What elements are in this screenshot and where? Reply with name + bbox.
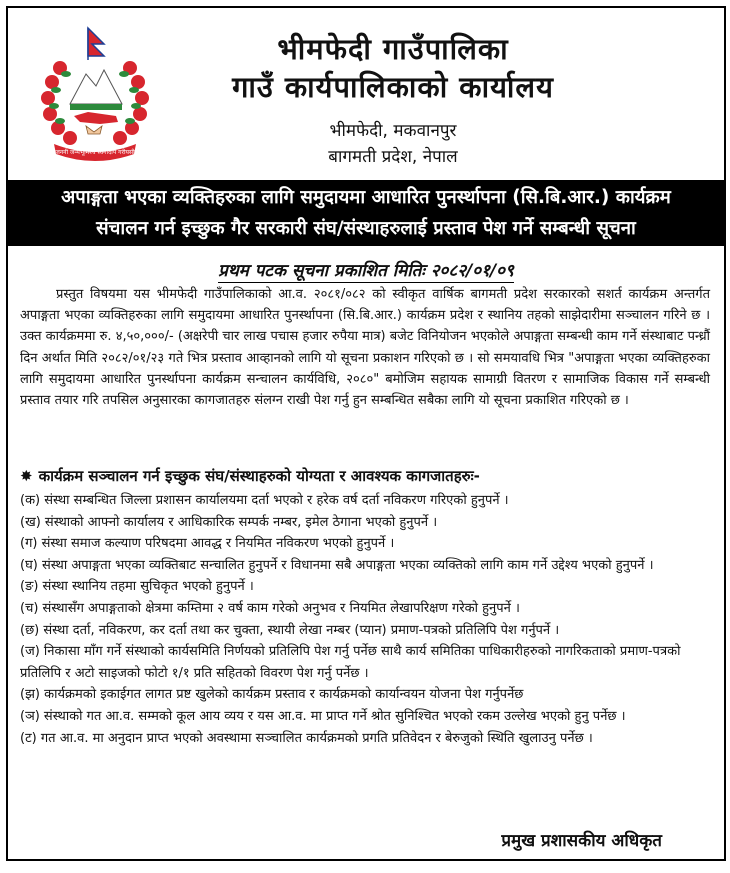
nepal-government-emblem-icon xyxy=(30,26,160,166)
notice-page xyxy=(6,6,726,861)
list-item: (ग) संस्था समाज कल्याण परिषदमा आवद्ध र नियमित नविकरण भएको हुनुपर्ने । xyxy=(20,536,395,552)
list-item: (च) संस्थासँग अपाङ्गताको क्षेत्रमा कम्तिमा २ वर्ष काम गरेको अनुभव र नियमित लेखापरिक्षण गरेको हुनुपर्ने । xyxy=(20,600,520,616)
published-date xyxy=(8,258,724,281)
header xyxy=(8,8,724,180)
list-item: (ट) गत आ.व. मा अनुदान प्राप्त भएको अवस्थामा सञ्चालित कार्यक्रमको प्रगति प्रतिवेदन र बेरुजुको स्थिति खुलाउनु पर्नेछ । xyxy=(20,730,593,746)
notice-subject-banner xyxy=(8,180,724,246)
office-name: गाउँ कार्यपालिकाको कार्यालय xyxy=(232,70,554,104)
intro-paragraph: प्रस्तुत विषयमा यस भीमफेदी गाउँपालिकाको आ.व. २०८१/०८२ को स्वीकृत वार्षिक बागमती प्रदेश सरकारको सशर्त कार्यक्रम अन्तर्गत अपाङ्गता भएका व्यक्तिहरुका लागि समुदायमा आधारित पुनर्स्थापना (सि.बि.आर.) कार्यक्रम प्रदेश र स्थानिय तहको साझेदारीमा सञ्चालन गरिने छ । उक्त कार्यक्रममा रु. ४,५०,०००/- (अक्षरेपी चार लाख पचास हजार रुपैया मात्र) बजेट विनियोजन भएकोले अपाङ्गता सम्बन्धी काम गर्ने संस्थाबाट पन्ध्रौं दिन अर्थात मिति २०८२/०१/२३ गते भित्र प्रस्ताव आव्हानको लागि यो सूचना प्रकाशन गरिएको छ । सो समयावधि भित्र "अपाङ्गता भएका व्यक्तिहरुका लागि समुदायमा आधारित पुनर्स्थापना कार्यक्रम सन्चालन कार्यविधि, २०८०" बमोजिम सहायक सामाग्री वितरण र सामाजिक विकास गर्ने सम्बन्धी प्रस्ताव तयार गरि तपसिल अनुसारका कागजातहरु संलग्न राखी पेश गर्नु हुन सम्बन्धित सबैका लागि यो सूचना प्रकाशित गरिएको छ । xyxy=(20,287,710,409)
list-item: (झ) कार्यक्रमको इकाईगत लागत प्रष्ट खुलेको कार्यक्रम प्रस्ताव र कार्यक्रमको कार्यान्वयन योजना पेश गर्नुपर्नेछ xyxy=(20,687,524,703)
requirements-list xyxy=(20,490,710,749)
banner-line-2: संचालन गर्न इच्छुक गैर सरकारी संघ/संस्थाहरुलाई प्रस्ताव पेश गर्ने सम्बन्धी सूचना xyxy=(96,218,636,239)
svg-text:जननी जन्मभूमिश्च स्वर्गादपि गर: जननी जन्मभूमिश्च स्वर्गादपि गरीयसी xyxy=(55,149,135,156)
section-heading xyxy=(20,466,480,486)
municipality-name: भीमफेदी गाउँपालिका xyxy=(277,32,509,66)
published-date-text: प्रथम पटक सूचना प्रकाशित मितिः २०८२/०१/०९ xyxy=(218,261,514,281)
list-item: (घ) संस्था अपाङ्गता भएका व्यक्तिबाट सन्चालित हुनुपर्ने र विधानमा सबै अपाङ्गता भएका व्यक्तिको लागि काम गर्ने उद्देश्य भएको हुनुपर्ने । xyxy=(20,557,654,573)
list-item: (ख) संस्थाको आफ्नो कार्यालय र आधिकारिक सम्पर्क नम्बर, इमेल ठेगाना भएको हुनुपर्ने । xyxy=(20,514,438,530)
signature-title: प्रमुख प्रशासकीय अधिकृत xyxy=(501,831,662,851)
list-item: (ज) निकासा माँग गर्ने संस्थाको कार्यसमिति निर्णयको प्रतिलिपि पेश गर्नु पर्नेछ साथै कार्य समितिका पाधिकारीहरुको नागरिकताको प्रमाण-पत्रको प्रतिलिपि र अटो साइजको फोटो १/१ प्रति सहितको विवरण पेश गर्नु पर्नेछ । xyxy=(20,644,681,681)
list-item: (ञ) संस्थाको गत आ.व. सम्मको कूल आय व्यय र यस आ.व. मा प्राप्त गर्ने श्रोत सुनिश्चित भएको रकम उल्लेख भएको हुनु पर्नेछ । xyxy=(20,708,626,724)
list-item: (ङ) संस्था स्थानिय तहमा सुचिकृत भएको हुनुपर्ने । xyxy=(20,579,254,595)
location-line-2: बागमती प्रदेश, नेपाल xyxy=(328,147,458,167)
banner-line-1: अपाङ्गता भएका व्यक्तिहरुका लागि समुदायमा आधारित पुनर्स्थापना (सि.बि.आर.) कार्यक्रम xyxy=(61,187,671,208)
list-item: (क) संस्था सम्बन्धित जिल्ला प्रशासन कार्यालयमा दर्ता भएको र हरेक वर्ष दर्ता नविकरण गरिएको हुनुपर्ने । xyxy=(20,493,509,508)
location-line-1: भीमफेदी, मकवानपुर xyxy=(329,121,457,141)
list-item: (छ) संस्था दर्ता, नविकरण, कर दर्ता तथा कर चुक्ता, स्थायी लेखा नम्बर (प्यान) प्रमाण-पत्रको प्रतिलिपि पेश गर्नुपर्ने । xyxy=(20,622,560,638)
section-title-text: कार्यक्रम सञ्चालन गर्न इच्छुक संघ/संस्थाहरुको योग्यता र आवश्यक कागजातहरुः- xyxy=(38,467,480,485)
office-titles xyxy=(198,30,588,170)
black-star-icon: ✸ xyxy=(20,467,33,485)
